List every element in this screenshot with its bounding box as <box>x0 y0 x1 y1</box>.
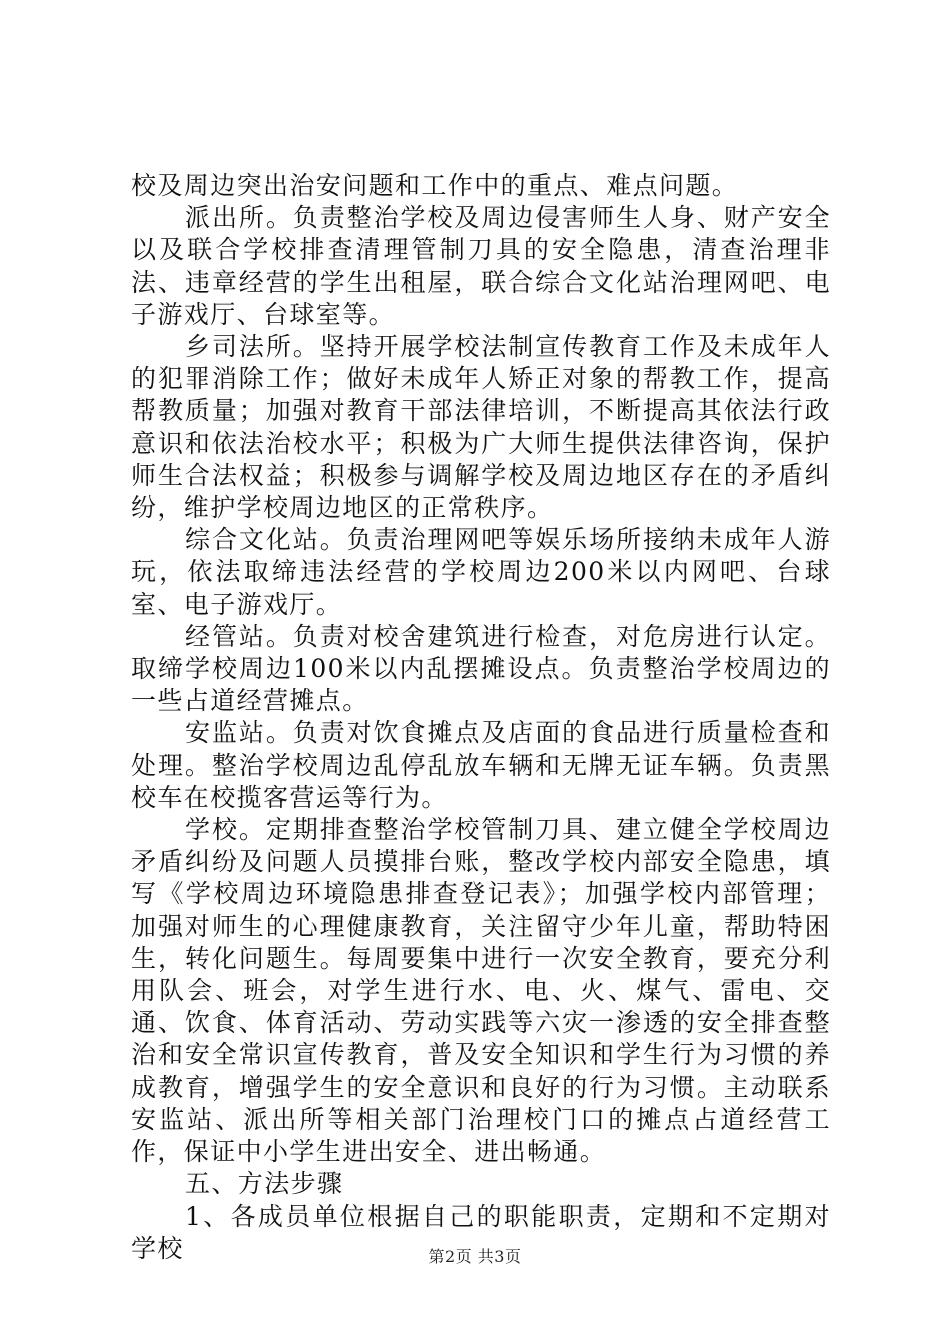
paragraph-judicial-office: 乡司法所。坚持开展学校法制宣传教育工作及未成年人的犯罪消除工作；做好未成年人矫正对象的帮教工作，提高帮教质量；加强对教育干部法律培训，不断提高其依法行政意识和依法治校水平；积极为广大师生提供法律咨询，保护师生合法权益；积极参与调解学校及周边地区存在的矛盾纠纷，维护学校周边地区的正常秩序。 <box>131 332 831 523</box>
section-heading-methods: 五、方法步骤 <box>185 1169 344 1199</box>
page-number-footer: 第2页 共3页 <box>428 1247 522 1266</box>
paragraph-continuation: 校及周边突出治安问题和工作中的重点、难点问题。 <box>131 171 739 200</box>
paragraph-culture-station: 综合文化站。负责治理网吧等娱乐场所接纳未成年人游玩，依法取缔违法经营的学校周边200米以内网吧、台球室、电子游戏厅。 <box>131 525 831 619</box>
paragraph-step-1: 1、各成员单位根据自己的职能职责，定期和不定期对学校 <box>131 1201 831 1263</box>
document-body <box>131 170 831 1265</box>
paragraph-safety-station: 安监站。负责对饮食摊点及店面的食品进行质量检查和处理。整治学校周边乱停乱放车辆和无牌无证车辆。负责黑校车在校揽客营运等行为。 <box>131 718 831 812</box>
paragraph-management-station: 经管站。负责对校舍建筑进行检查，对危房进行认定。取缔学校周边100米以内乱摆摊设点。负责整治学校周边的一些占道经营摊点。 <box>131 621 831 716</box>
paragraph-school: 学校。定期排查整治学校管制刀具、建立健全学校周边矛盾纠纷及问题人员摸排台账，整改学校内部安全隐患，填写《学校周边环境隐患排查登记表》；加强学校内部管理；加强对师生的心理健康教育，关注留守少年儿童，帮助特困生，转化问题生。每周要集中进行一次安全教育，要充分利用队会、班会，对学生进行水、电、火、煤气、雷电、交通、饮食、体育活动、劳动实践等六灾一渗透的安全排查整治和安全常识宣传教育，普及安全知识和学生行为习惯的养成教育，增强学生的安全意识和良好的行为习惯。主动联系安监站、派出所等相关部门治理校门口的摊点占道经营工作，保证中小学生进出安全、进出畅通。 <box>131 815 831 1167</box>
paragraph-police-station: 派出所。负责整治学校及周边侵害师生人身、财产安全以及联合学校排查清理管制刀具的安全隐患，清查治理非法、违章经营的学生出租屋，联合综合文化站治理网吧、电子游戏厅、台球室等。 <box>131 203 831 329</box>
